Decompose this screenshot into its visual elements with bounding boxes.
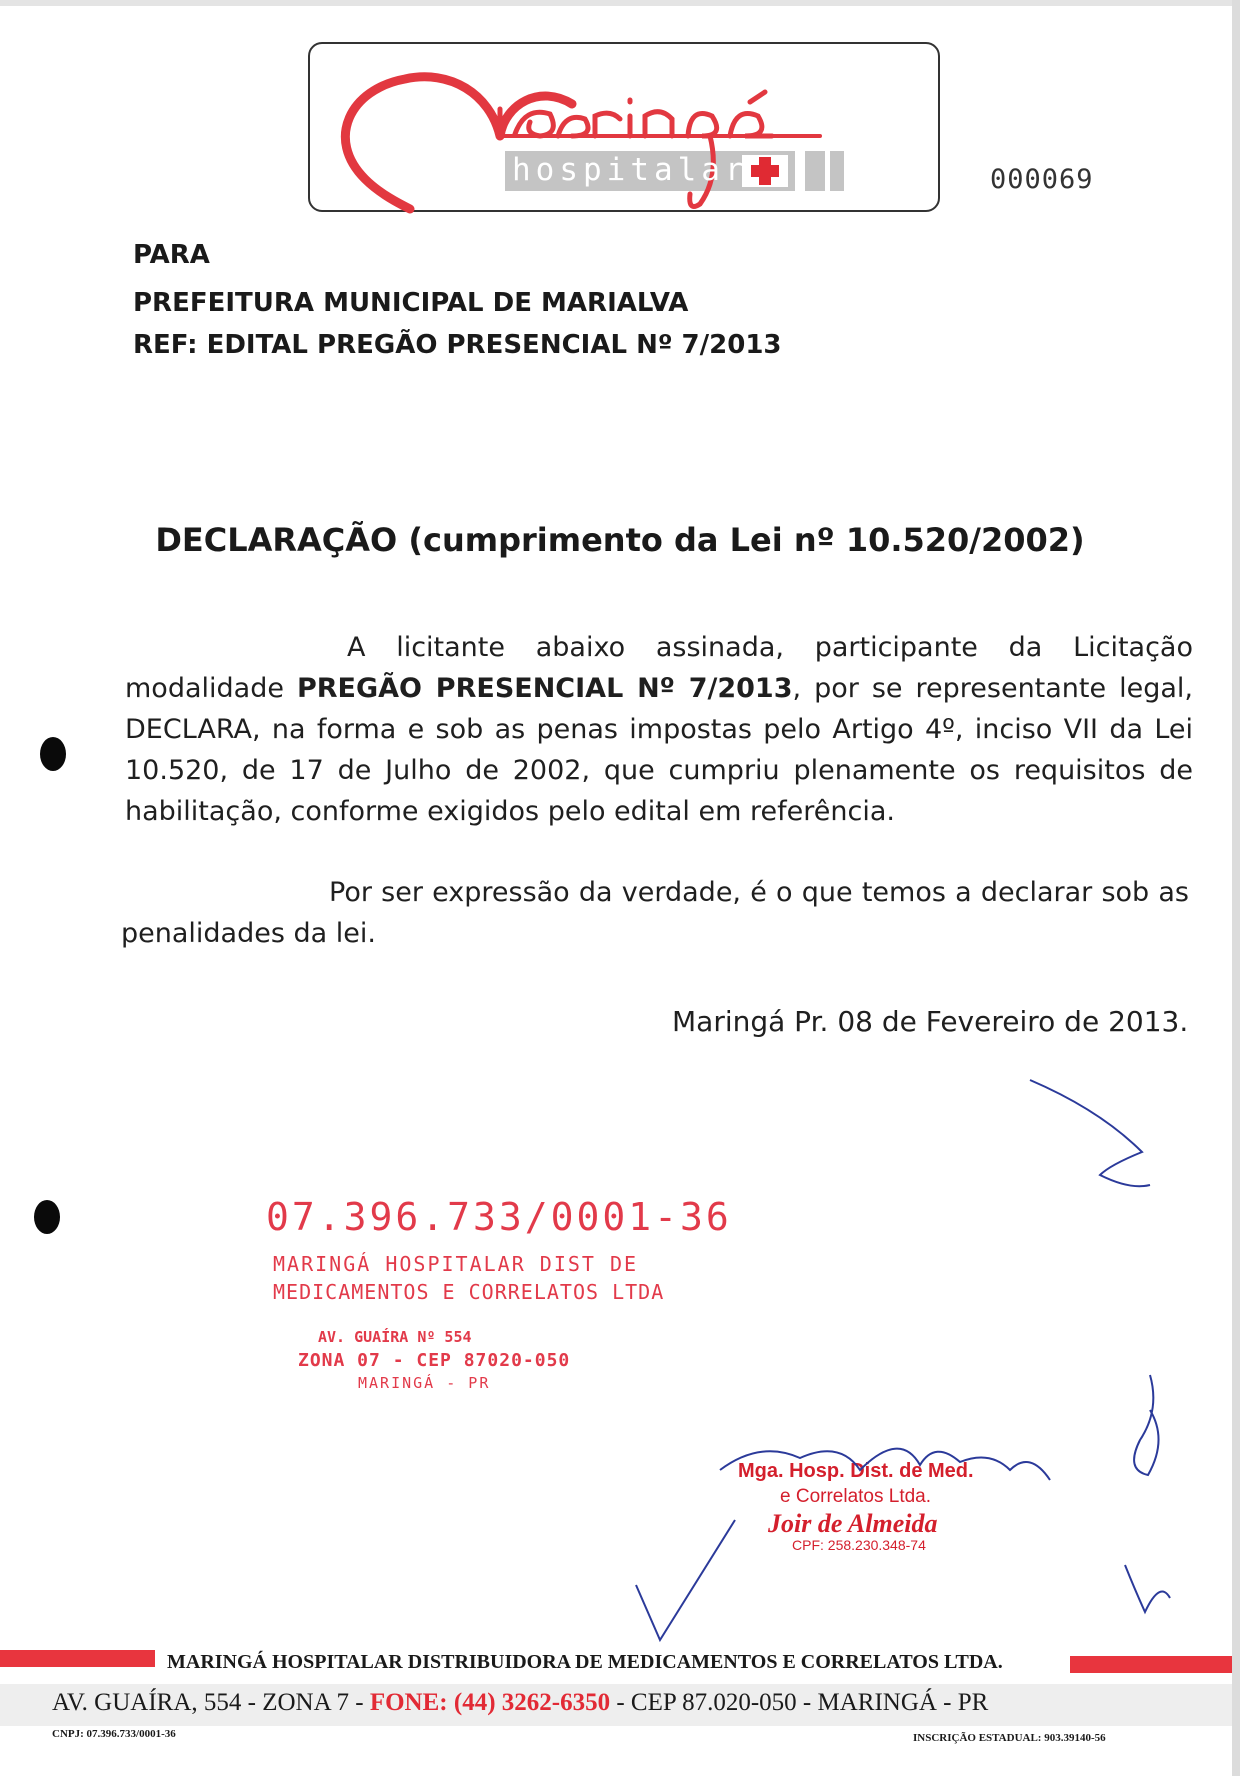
date-line: Maringá Pr. 08 de Fevereiro de 2013.	[672, 1005, 1189, 1038]
signatory-company: e Correlatos Ltda.	[780, 1486, 932, 1507]
tender-reference: PREGÃO PRESENCIAL Nº 7/2013	[296, 673, 793, 704]
paragraph-line: penalidades da lei.	[121, 918, 376, 949]
paragraph-line: DECLARA, na forma e sob as penas impostas pelo Artigo 4º, inciso VII da Lei	[125, 714, 1193, 745]
company-logo	[308, 42, 940, 212]
footer-red-bar	[0, 1650, 155, 1667]
punch-hole	[40, 737, 66, 771]
logo-subtitle: hospitalar	[512, 152, 749, 188]
stamp-company-line: MARINGÁ HOSPITALAR DIST DE	[273, 1252, 639, 1276]
footer-red-bar	[1070, 1656, 1232, 1673]
punch-hole	[34, 1200, 60, 1234]
recipient-line-2: PREFEITURA MUNICIPAL DE MARIALVA	[133, 288, 689, 318]
paragraph-line: A licitante abaixo assinada, participante da Licitação	[347, 632, 1193, 663]
paragraph-line: Por ser expressão da verdade, é o que temos a declarar sob as	[329, 877, 1189, 908]
footer-phone: FONE: (44) 3262-6350	[369, 1689, 611, 1716]
footer-cnpj: CNPJ: 07.396.733/0001-36	[52, 1728, 176, 1740]
footer-company-name: MARINGÁ HOSPITALAR DISTRIBUIDORA DE MEDICAMENTOS E CORRELATOS LTDA.	[167, 1651, 1003, 1673]
footer-address: AV. GUAÍRA, 554 - ZONA 7 - FONE: (44) 3262-6350 - CEP 87.020-050 - MARINGÁ - PR	[52, 1689, 989, 1716]
stamp-address-line: ZONA 07 - CEP 87020-050	[298, 1350, 571, 1371]
stamp-address-line: AV. GUAÍRA Nº 554	[318, 1328, 472, 1346]
recipient-line-3: REF: EDITAL PREGÃO PRESENCIAL Nº 7/2013	[133, 330, 782, 360]
page-edge-top	[0, 0, 1240, 6]
page-number: 000069	[990, 164, 1094, 195]
closing-paragraph	[121, 872, 1189, 954]
stamp-city-line: MARINGÁ - PR	[358, 1374, 491, 1392]
page-edge-right	[1232, 0, 1240, 1776]
document-title: DECLARAÇÃO (cumprimento da Lei nº 10.520/2002)	[155, 521, 1085, 559]
stamp-cnpj: 07.396.733/0001-36	[266, 1195, 732, 1239]
signatory-company: Mga. Hosp. Dist. de Med.	[738, 1460, 974, 1482]
footer-state-registration: INSCRIÇÃO ESTADUAL: 903.39140-56	[913, 1732, 1106, 1744]
signatory-name: Joir de Almeida	[768, 1509, 938, 1538]
paragraph-line: habilitação, conforme exigidos pelo edital em referência.	[125, 796, 895, 827]
recipient-line-1: PARA	[133, 240, 210, 270]
paragraph-line: 10.520, de 17 de Julho de 2002, que cumpriu plenamente os requisitos de	[125, 755, 1193, 786]
signatory-cpf: CPF: 258.230.348-74	[792, 1537, 926, 1553]
heart-logo-icon	[310, 44, 942, 214]
stamp-company-line: MEDICAMENTOS E CORRELATOS LTDA	[273, 1280, 665, 1304]
declaration-paragraph	[125, 627, 1193, 832]
paragraph-line: modalidade PREGÃO PRESENCIAL Nº 7/2013, por se representante legal,	[125, 673, 1193, 704]
